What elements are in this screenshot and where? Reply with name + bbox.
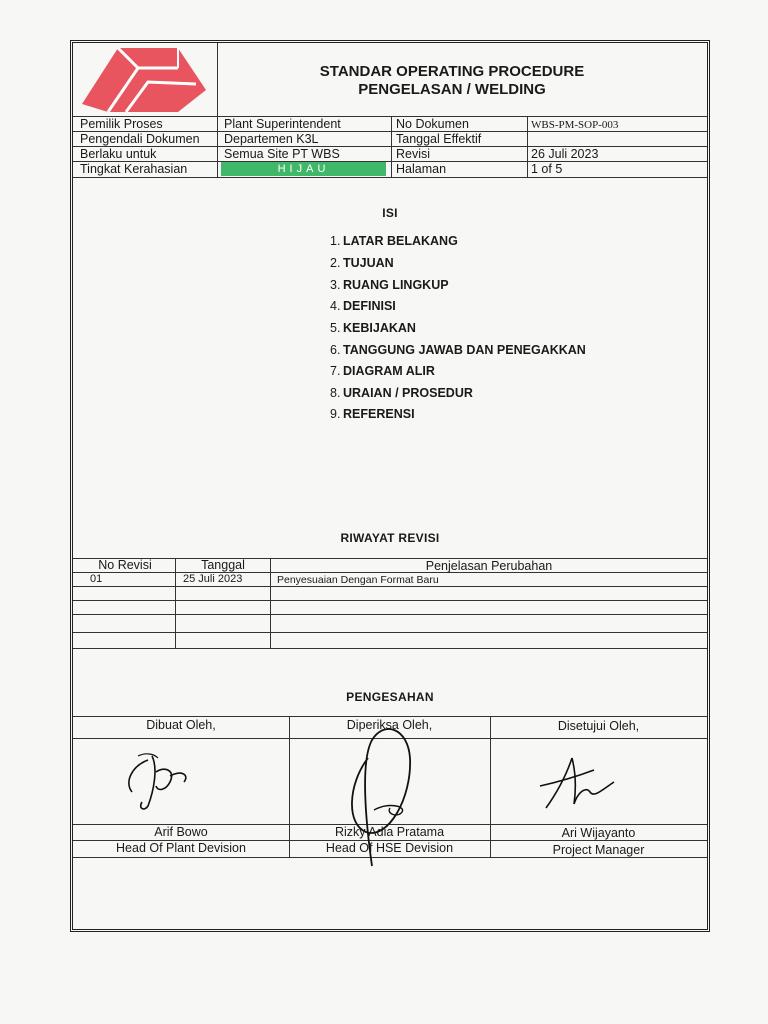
toc-item[interactable]: 3. RUANG LINGKUP (330, 278, 449, 292)
signatory-position: Project Manager (552, 843, 645, 857)
signature-ari-wijayanto (532, 752, 622, 816)
approval-heading: PENGESAHAN (346, 690, 434, 704)
info-label: Tanggal Effektif (396, 132, 482, 146)
signatory-name: Rizky Adia Pratama (334, 825, 445, 839)
info-label: No Dokumen (396, 117, 469, 131)
document-number: WBS-PM-SOP-003 (531, 119, 619, 131)
header-divider (217, 43, 218, 178)
signatory-name: Arif Bowo (154, 825, 208, 839)
toc-item[interactable]: 2. TUJUAN (330, 256, 394, 270)
signatory-position: Head Of Plant Devision (116, 841, 246, 855)
info-label: Tingkat Kerahasian (80, 162, 188, 176)
revision-date: 26 Juli 2023 (531, 147, 599, 161)
info-label: Pemilik Proses (80, 117, 163, 131)
role-label: Diperiksa Oleh, (346, 718, 433, 732)
signatory-position: Head Of HSE Devision (325, 841, 454, 855)
company-logo (78, 44, 212, 116)
toc-item[interactable]: 5. KEBIJAKAN (330, 321, 416, 335)
toc-item[interactable]: 4. DEFINISI (330, 299, 396, 313)
info-value: Departemen K3L (224, 132, 319, 146)
toc-item[interactable]: 8. URAIAN / PROSEDUR (330, 386, 473, 400)
signatory-name: Ari Wijayanto (561, 826, 636, 840)
toc-item[interactable]: 9. REFERENSI (330, 407, 415, 421)
role-label: Disetujui Oleh, (557, 719, 640, 733)
page-title: STANDAR OPERATING PROCEDURE (319, 63, 585, 80)
role-label: Dibuat Oleh, (146, 718, 216, 732)
page-subtitle: PENGELASAN / WELDING (358, 81, 546, 98)
table-cell: 25 Juli 2023 (183, 573, 243, 585)
info-value: Plant Superintendent (224, 117, 341, 131)
column-header: No Revisi (98, 558, 152, 572)
table-cell: Penyesuaian Dengan Format Baru (277, 574, 439, 586)
toc-item[interactable]: 1. LATAR BELAKANG (330, 234, 458, 248)
toc-item[interactable]: 6. TANGGUNG JAWAB DAN PENEGAKKAN (330, 343, 586, 357)
toc-item[interactable]: 7. DIAGRAM ALIR (330, 364, 435, 378)
info-value: Semua Site PT WBS (224, 147, 340, 161)
toc-heading: ISI (382, 206, 398, 220)
revision-heading: RIWAYAT REVISI (340, 531, 440, 545)
signature-arif-bowo (118, 748, 218, 818)
column-header: Tanggal (201, 558, 245, 572)
classification-badge: HIJAU (221, 162, 386, 176)
info-label: Revisi (396, 147, 431, 161)
table-cell: 01 (90, 573, 103, 585)
info-label: Pengendali Dokumen (80, 132, 200, 146)
info-label: Halaman (396, 162, 447, 176)
info-label: Berlaku untuk (80, 147, 157, 161)
page-number: 1 of 5 (531, 162, 563, 176)
column-header: Penjelasan Perubahan (425, 559, 553, 573)
